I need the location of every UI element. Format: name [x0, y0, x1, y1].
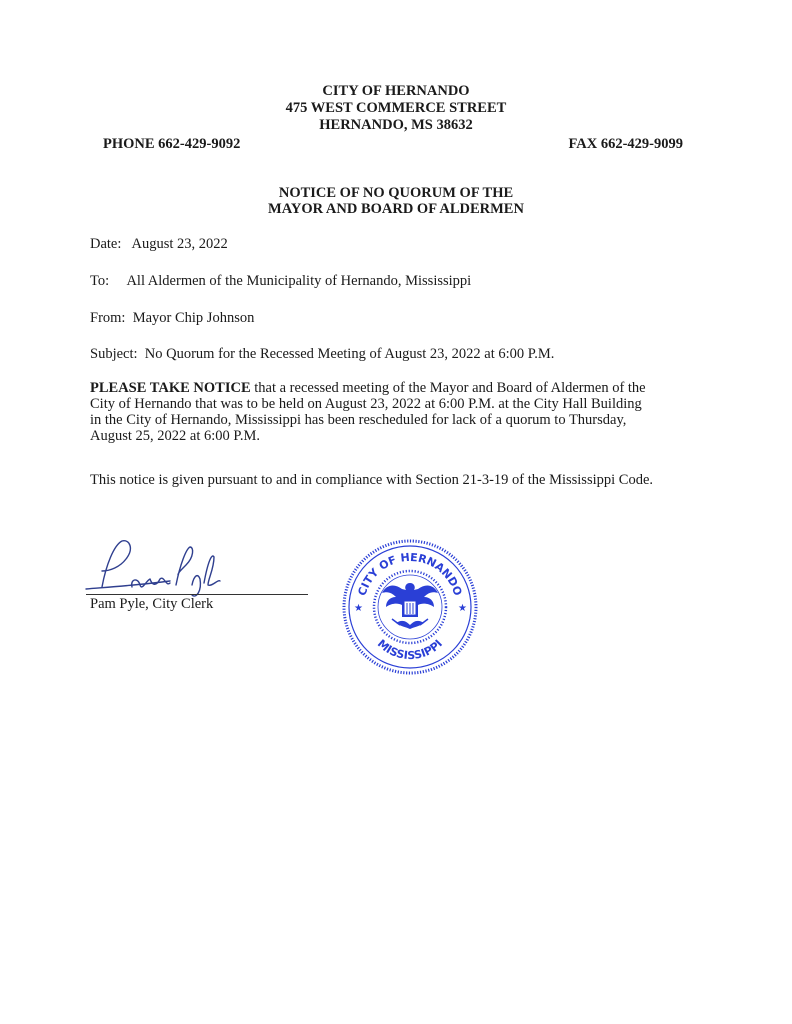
city-seal	[340, 537, 480, 677]
svg-text:★: ★	[354, 603, 363, 614]
compliance-statement: This notice is given pursuant to and in compliance with Section 21-3-19 of the Mississippi Code.	[90, 472, 654, 488]
notice-lead: PLEASE TAKE NOTICE	[90, 380, 251, 396]
org-city: HERNANDO, MS 38632	[319, 117, 473, 133]
memo-date: Date: August 23, 2022	[90, 236, 228, 252]
notice-line-1: PLEASE TAKE NOTICE that a recessed meeting of the Mayor and Board of Aldermen of the	[90, 380, 646, 396]
svg-text:MISSISSIPPI	[375, 637, 445, 662]
notice-paragraph	[90, 380, 646, 444]
notice-line-4: August 25, 2022 at 6:00 P.M.	[90, 428, 260, 444]
memo-to: To: All Aldermen of the Municipality of Hernando, Mississippi	[90, 273, 472, 289]
svg-text:★: ★	[458, 603, 467, 614]
seal-bottom-text: MISSISSIPPI	[374, 636, 446, 663]
phone-number: PHONE 662-429-9092	[103, 136, 241, 152]
org-name: CITY OF HERNANDO	[322, 83, 470, 99]
org-street: 475 WEST COMMERCE STREET	[285, 100, 507, 116]
seal-top-text: CITY OF HERNANDO	[355, 550, 465, 598]
fax-number: FAX 662-429-9099	[568, 136, 683, 152]
memo-subject: Subject: No Quorum for the Recessed Meeting of August 23, 2022 at 6:00 P.M.	[90, 346, 555, 362]
notice-line-3: in the City of Hernando, Mississippi has been rescheduled for lack of a quorum to Thursday,	[90, 412, 627, 428]
notice-line-2: City of Hernando that was to be held on August 23, 2022 at 6:00 P.M. at the City Hall Building	[90, 396, 642, 412]
memo-from: From: Mayor Chip Johnson	[90, 310, 255, 326]
notice-title-line1: NOTICE OF NO QUORUM OF THE	[278, 185, 514, 201]
signature-line	[86, 594, 308, 595]
notice-title-line2: MAYOR AND BOARD OF ALDERMEN	[268, 201, 524, 217]
signer-name-title: Pam Pyle, City Clerk	[90, 596, 214, 612]
